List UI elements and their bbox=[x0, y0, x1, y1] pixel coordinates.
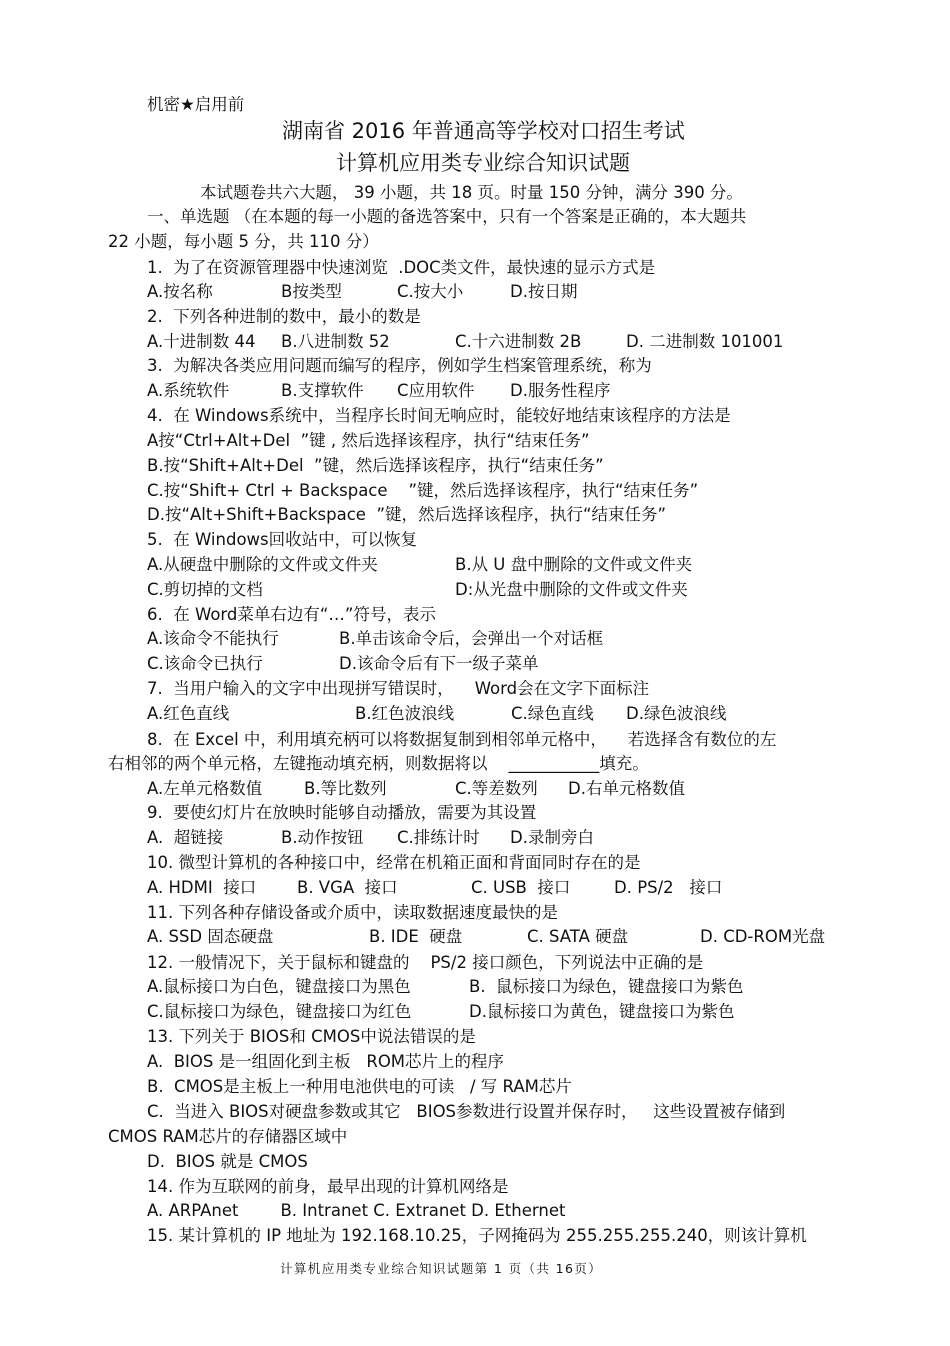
exam-title: 湖南省 2016 年普通高等学校对口招生考试 bbox=[282, 119, 685, 143]
question-stem: 14. 作为互联网的前身，最早出现的计算机网络是 bbox=[147, 1177, 509, 1196]
option-d: D.按日期 bbox=[510, 282, 578, 301]
option-c: C.按大小 bbox=[397, 282, 464, 301]
option-d: D. CD-ROM光盘 bbox=[700, 927, 826, 946]
option-c: C.按“Shift+ Ctrl + Backspace ”键，然后选择该程序，执行“结束任务” bbox=[147, 481, 699, 500]
option-a: A. HDMI 接口 bbox=[147, 878, 257, 897]
option-b: B.从 U 盘中删除的文件或文件夹 bbox=[455, 555, 693, 574]
option-a: A.十进制数 44 bbox=[147, 332, 256, 351]
question-stem: 9. 要使幻灯片在放映时能够自动播放，需要为其设置 bbox=[147, 803, 537, 822]
page-footer: 计算机应用类专业综合知识试题第 1 页（共 16页） bbox=[280, 1261, 603, 1276]
option-b: B.按“Shift+Alt+Del ”键，然后选择该程序，执行“结束任务” bbox=[147, 456, 604, 475]
option-c: C.该命令已执行 bbox=[147, 654, 263, 673]
option-a: A. BIOS 是一组固化到主板 ROM芯片上的程序 bbox=[147, 1052, 505, 1071]
option-b: B.动作按钮 bbox=[281, 828, 364, 847]
option-c: C.绿色直线 bbox=[511, 704, 594, 723]
option-a: A.按名称 bbox=[147, 282, 213, 301]
option-b: B. VGA 接口 bbox=[297, 878, 398, 897]
option-d: D.按“Alt+Shift+Backspace ”键，然后选择该程序，执行“结束任务” bbox=[147, 505, 667, 524]
option-d: D.服务性程序 bbox=[510, 381, 611, 400]
option-b: B. IDE 硬盘 bbox=[369, 927, 463, 946]
option-d: D. BIOS 就是 CMOS bbox=[147, 1152, 308, 1171]
option-c: C. SATA 硬盘 bbox=[527, 927, 629, 946]
section-heading: 一、单选题 （在本题的每一小题的备选答案中，只有一个答案是正确的，本大题共 bbox=[147, 207, 747, 226]
option-c: C.剪切掉的文档 bbox=[147, 580, 263, 599]
option-c: C.十六进制数 2B bbox=[455, 332, 582, 351]
section-heading-cont: 22 小题，每小题 5 分，共 110 分） bbox=[108, 232, 379, 251]
question-stem: 6. 在 Word菜单右边有“…”符号，表示 bbox=[147, 605, 436, 624]
question-stem: 8. 在 Excel 中，利用填充柄可以将数据复制到相邻单元格中， 若选择含有数位的左 bbox=[147, 730, 777, 749]
question-stem: 4. 在 Windows系统中，当程序长时间无响应时，能较好地结束该程序的方法是 bbox=[147, 406, 731, 425]
option-a: A.鼠标接口为白色，键盘接口为黑色 bbox=[147, 977, 411, 996]
exam-subtitle: 计算机应用类专业综合知识试题 bbox=[336, 151, 630, 175]
question-stem: 15. 某计算机的 IP 地址为 192.168.10.25，子网掩码为 255.255.255.240，则该计算机 bbox=[147, 1226, 807, 1245]
option-b: B.红色波浪线 bbox=[355, 704, 455, 723]
option-c: C. USB 接口 bbox=[471, 878, 571, 897]
option-c: C.鼠标接口为绿色，键盘接口为红色 bbox=[147, 1002, 412, 1021]
question-stem: 12. 一般情况下，关于鼠标和键盘的 PS/2 接口颜色，下列说法中正确的是 bbox=[147, 953, 704, 972]
question-stem: 7. 当用户输入的文字中出现拼写错误时， Word会在文字下面标注 bbox=[147, 679, 650, 698]
question-stem: 2. 下列各种进制的数中，最小的数是 bbox=[147, 307, 421, 326]
option-a: A. 超链接 bbox=[147, 828, 224, 847]
option-a: A. SSD 固态硬盘 bbox=[147, 927, 274, 946]
option-b: B按类型 bbox=[281, 282, 342, 301]
option-d: D:从光盘中删除的文件或文件夹 bbox=[455, 580, 688, 599]
question-stem: 11. 下列各种存储设备或介质中，读取数据速度最快的是 bbox=[147, 903, 558, 922]
options-line: A. ARPAnet B. Intranet C. Extranet D. Ethernet bbox=[147, 1201, 566, 1220]
option-a: A.红色直线 bbox=[147, 704, 230, 723]
question-stem: 3. 为解决各类应用问题而编写的程序，例如学生档案管理系统，称为 bbox=[147, 356, 652, 375]
option-a: A按“Ctrl+Alt+Del ”键 , 然后选择该程序，执行“结束任务” bbox=[147, 431, 590, 450]
option-b: B.支撑软件 bbox=[281, 381, 364, 400]
option-c-cont: CMOS RAM芯片的存储器区域中 bbox=[108, 1127, 348, 1146]
question-stem: 5. 在 Windows回收站中，可以恢复 bbox=[147, 530, 418, 549]
option-a: A.从硬盘中删除的文件或文件夹 bbox=[147, 555, 378, 574]
option-d: D. 二进制数 101001 bbox=[626, 332, 784, 351]
option-c: C应用软件 bbox=[397, 381, 475, 400]
exam-intro: 本试题卷共六大题， 39 小题，共 18 页。时量 150 分钟，满分 390 分。 bbox=[200, 183, 743, 202]
option-d: D.该命令后有下一级子菜单 bbox=[339, 654, 539, 673]
secret-label: 机密★启用前 bbox=[147, 95, 245, 114]
option-d: D.录制旁白 bbox=[510, 828, 594, 847]
option-d: D.绿色波浪线 bbox=[626, 704, 727, 723]
option-a: A.该命令不能执行 bbox=[147, 629, 279, 648]
option-d: D. PS/2 接口 bbox=[614, 878, 723, 897]
question-stem: 13. 下列关于 BIOS和 CMOS中说法错误的是 bbox=[147, 1027, 476, 1046]
option-b: B.等比数列 bbox=[304, 779, 387, 798]
option-a: A.系统软件 bbox=[147, 381, 230, 400]
question-stem: 1. 为了在资源管理器中快速浏览 .DOC类文件，最快速的显示方式是 bbox=[147, 258, 656, 277]
option-b: B.八进制数 52 bbox=[281, 332, 390, 351]
option-a: A.左单元格数值 bbox=[147, 779, 263, 798]
option-b: B. CMOS是主板上一种用电池供电的可读 / 写 RAM芯片 bbox=[147, 1077, 572, 1096]
option-b: B. 鼠标接口为绿色，键盘接口为紫色 bbox=[469, 977, 744, 996]
option-c: C. 当进入 BIOS对硬盘参数或其它 BIOS参数进行设置并保存时， 这些设置被存储到 bbox=[147, 1102, 786, 1121]
option-d: D.右单元格数值 bbox=[568, 779, 685, 798]
option-d: D.鼠标接口为黄色，键盘接口为紫色 bbox=[469, 1002, 735, 1021]
question-stem: 10. 微型计算机的各种接口中，经常在机箱正面和背面同时存在的是 bbox=[147, 853, 641, 872]
option-b: B.单击该命令后，会弹出一个对话框 bbox=[339, 629, 604, 648]
option-c: C.排练计时 bbox=[397, 828, 480, 847]
question-stem-cont: 右相邻的两个单元格，左键拖动填充柄，则数据将以 ___________填充。 bbox=[108, 754, 649, 773]
option-c: C.等差数列 bbox=[455, 779, 538, 798]
